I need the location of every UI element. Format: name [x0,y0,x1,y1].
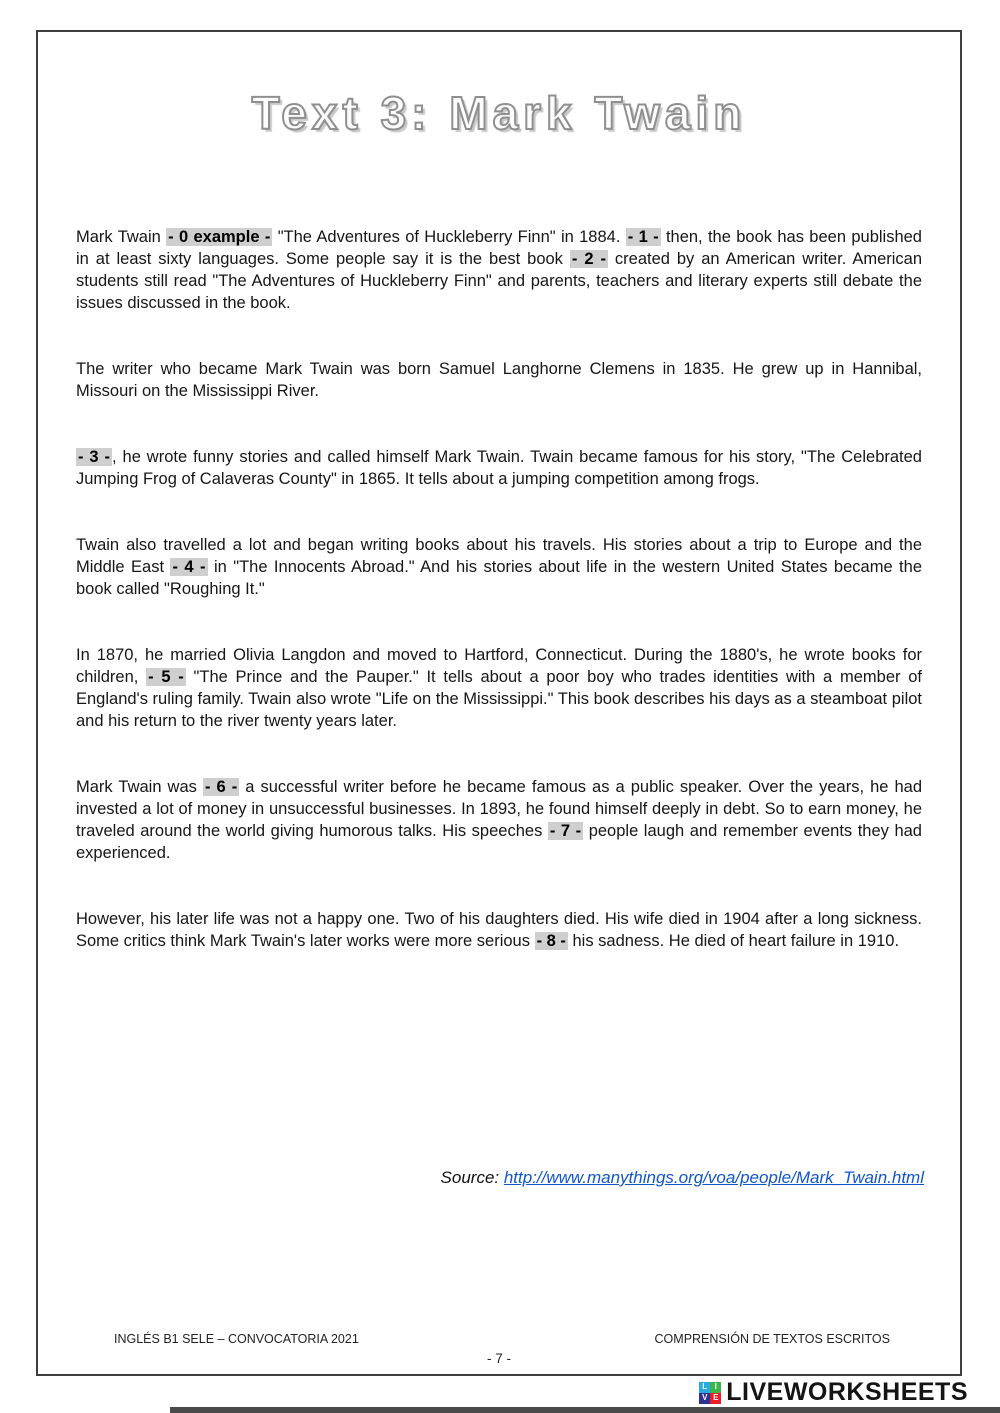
text-run: in "The Innocents Abroad." And his stories about life in the western United States became the book called "Roughing It." [76,558,922,598]
text-run: his sadness. He died of heart failure in 1910. [567,932,900,950]
text-run: The writer who became Mark Twain was born Samuel Langhorne Clemens in 1835. He grew up in Hannibal, Missouri on the Mississippi River. [76,360,922,400]
text-run: , he wrote funny stories and called himself Mark Twain. Twain became famous for his story, "The Celebrated Jumping Frog of Calaveras County" in 1865. It tells about a jumping competition among frogs. [76,448,922,488]
text-run: created by an American writer. American students still read "The Adventures of Huckleberry Finn" and parents, teachers and literary experts still debate the issues discussed in the book. [76,250,923,312]
liveworksheets-tiles-icon [699,1382,721,1404]
gap-marker: - 4 - [172,558,206,576]
footer-right-text: COMPRENSIÓN DE TEXTOS ESCRITOS [654,1332,890,1346]
text-run: "The Prince and the Pauper." It tells about a poor boy who trades identities with a member of England's ruling family. Twain also wrote "Life on the Mississippi." This book describes his days as a steamboat pilot and his return to the river twenty years later. [76,668,922,730]
liveworksheets-wordmark: LIVEWORKSHEETS [726,1378,968,1406]
gap-marker: - 1 - [627,228,659,246]
document-paragraphs [76,226,922,952]
text-run: Twain also travelled a lot and began writing books about his travels. His stories about a trip to Europe and the Middle East [76,536,922,576]
page-footer [114,1332,890,1346]
gap-marker: - 3 - [78,448,111,466]
logo-tile: I [710,1382,721,1393]
page-title: Text 3: Mark Twain [251,87,747,139]
text-run: Mark Twain [76,228,167,246]
text-run: However, his later life was not a happy one. Two of his daughters died. His wife died in 1904 after a long sickness. Some critics think Mark Twain's later works were more serious [76,910,922,950]
page-number: - 7 - [486,1351,511,1366]
page-content [38,32,960,952]
paragraph [76,358,922,402]
liveworksheets-logo[interactable] [699,1378,968,1407]
text-run: Mark Twain was [76,778,203,796]
paragraph [76,534,922,600]
logo-tile: V [699,1393,710,1404]
logo-tile: L [699,1382,710,1393]
gap-marker: - 7 - [549,822,582,840]
paragraph [76,644,922,732]
gap-marker: - 8 - [536,932,566,950]
gap-marker: - 5 - [148,668,184,686]
gap-marker: - 2 - [571,250,606,268]
text-run: people laugh and remember events they had experienced. [76,822,922,862]
gap-marker: - 6 - [204,778,238,796]
source-label: Source: [440,1168,504,1187]
text-run: "The Adventures of Huckleberry Finn" in 1884. [272,228,626,246]
paragraph [76,446,922,490]
bottom-strip [170,1407,1000,1413]
source-link[interactable]: http://www.manythings.org/voa/people/Mark_Twain.html [503,1168,924,1187]
footer-left-text: INGLÉS B1 SELE – CONVOCATORIA 2021 [114,1332,359,1346]
gap-marker: - 0 example - [168,228,271,246]
source-line [441,1168,924,1188]
text-run: then, the book has been published in at least sixty languages. Some people say it is the best book [76,228,922,268]
paragraph [76,908,922,952]
paragraph [76,226,922,314]
text-run: In 1870, he married Olivia Langdon and moved to Hartford, Connecticut. During the 1880's, he wrote books for children, [76,646,922,686]
text-run: a successful writer before he became famous as a public speaker. Over the years, he had invested a lot of money in unsuccessful businesses. In 1893, he found himself deeply in debt. So to earn money, he traveled around the world giving humorous talks. His speeches [76,778,922,840]
paragraph [76,776,922,864]
worksheet-page [36,30,962,1376]
logo-tile: E [710,1393,721,1404]
